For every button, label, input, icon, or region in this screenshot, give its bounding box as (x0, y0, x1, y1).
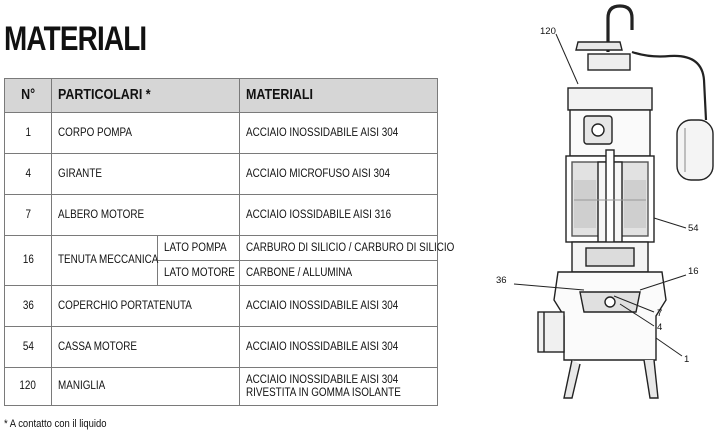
callout-1: 1 (684, 354, 690, 365)
top-cap (568, 88, 652, 110)
float-switch (677, 120, 713, 180)
row-number: 36 (5, 286, 52, 327)
row-number: 4 (5, 154, 52, 195)
row-material: ACCIAIO IOSSIDABILE AISI 316 (240, 195, 438, 236)
page-title: MATERIALI (4, 20, 147, 58)
row-material: ACCIAIO INOSSIDABILE AISI 304 (240, 286, 438, 327)
row-part: MANIGLIA (52, 368, 240, 406)
row-number: 120 (5, 368, 52, 406)
row-number: 16 (5, 236, 52, 286)
table-row (5, 195, 438, 236)
table-row (5, 368, 438, 406)
callout-7: 7 (657, 308, 663, 319)
row-number: 54 (5, 327, 52, 368)
materials-table (4, 78, 455, 406)
table-row (5, 327, 438, 368)
table-row (5, 154, 438, 195)
footnote: * A contatto con il liquido (4, 418, 107, 430)
row-part: GIRANTE (52, 154, 240, 195)
row-part: ALBERO MOTORE (52, 195, 240, 236)
row-material: ACCIAIO INOSSIDABILE AISI 304 (240, 327, 438, 368)
row-part: COPERCHIO PORTATENUTA (52, 286, 240, 327)
row-number: 7 (5, 195, 52, 236)
row-sub-side: LATO POMPA (158, 236, 240, 261)
foot-left (564, 360, 580, 398)
callout-4: 4 (657, 322, 663, 333)
table-row (5, 236, 438, 261)
callout-54: 54 (688, 223, 699, 234)
pump-diagram (480, 0, 715, 441)
callout-120: 120 (540, 26, 556, 37)
mechanical-seal (586, 248, 634, 266)
row-material: CARBURO DI SILICIO / CARBURO DI SILICIO (240, 236, 438, 261)
callout-36: 36 (496, 275, 507, 286)
pump-body (554, 272, 666, 360)
table-row (5, 113, 438, 154)
header-materials: MATERIALI (240, 79, 438, 113)
outlet-port (538, 312, 564, 352)
handle (576, 42, 622, 50)
callout-16: 16 (688, 266, 699, 277)
row-material: ACCIAIO INOSSIDABILE AISI 304 (240, 113, 438, 154)
header-number: N° (5, 79, 52, 113)
row-material: ACCIAIO INOSSIDABILE AISI 304 RIVESTITA IN GOMMA ISOLANTE (240, 368, 438, 406)
row-part: CORPO POMPA (52, 113, 240, 154)
row-part: TENUTA MECCANICA (52, 236, 158, 286)
row-sub-side: LATO MOTORE (158, 261, 240, 286)
table-header-row (5, 79, 438, 113)
row-material: ACCIAIO MICROFUSO AISI 304 (240, 154, 438, 195)
row-number: 1 (5, 113, 52, 154)
row-part: CASSA MOTORE (52, 327, 240, 368)
foot-right (644, 360, 658, 398)
header-parts: PARTICOLARI * (52, 79, 240, 113)
row-material: CARBONE / ALLUMINA (240, 261, 438, 286)
table-row (5, 286, 438, 327)
